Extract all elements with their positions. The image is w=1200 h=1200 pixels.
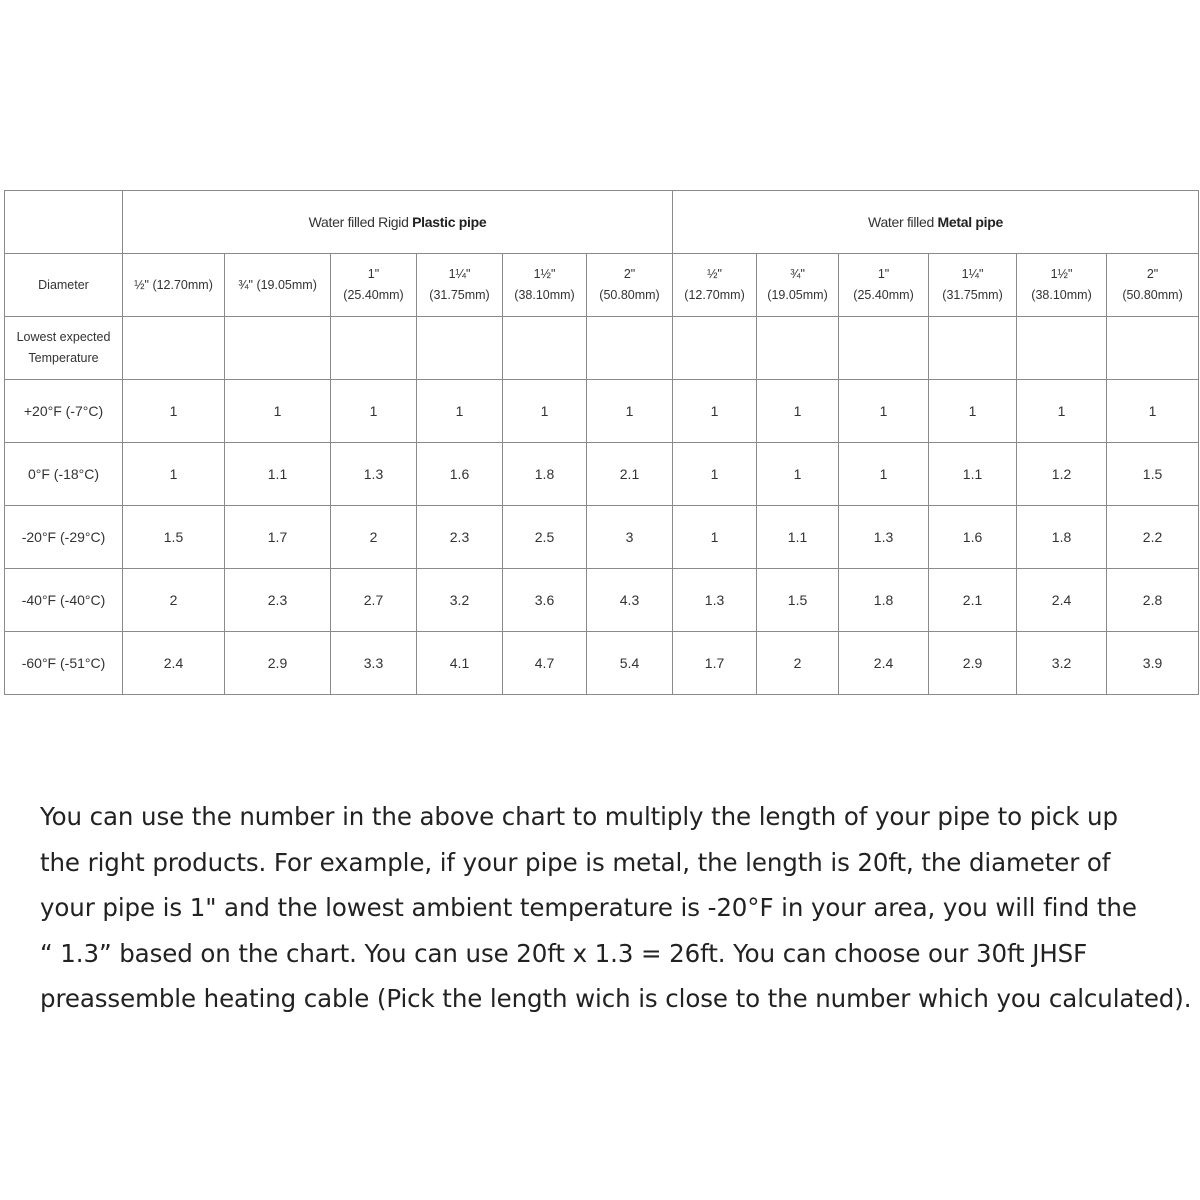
multiplier-cell: 1 [929,380,1017,443]
multiplier-cell: 2 [331,506,417,569]
temperature-cell: -60°F (-51°C) [5,632,123,695]
multiplier-cell: 2.1 [587,443,673,506]
multiplier-cell: 1.3 [673,569,757,632]
empty-cell [839,317,929,380]
diameter-size: ½" [707,267,722,281]
multiplier-cell: 1.6 [929,506,1017,569]
multiplier-cell: 1.5 [757,569,839,632]
diameter-mm: (50.80mm) [599,288,660,302]
metal-pipe-header-bold: Metal pipe [937,214,1004,230]
multiplier-cell: 1 [673,506,757,569]
multiplier-cell: 3 [587,506,673,569]
multiplier-cell: 1 [673,443,757,506]
empty-cell [673,317,757,380]
multiplier-cell: 1 [123,380,225,443]
diameter-cell [123,254,225,317]
table-row [5,569,1199,632]
multiplier-cell: 3.2 [417,569,503,632]
multiplier-cell: 4.1 [417,632,503,695]
multiplier-cell: 1 [757,443,839,506]
multiplier-cell: 4.7 [503,632,587,695]
empty-cell [1017,317,1107,380]
note-line: preassemble heating cable (Pick the length wich is close to the number which you calculated). [40,984,1192,1013]
empty-cell [1107,317,1199,380]
empty-cell [417,317,503,380]
diameter-mm: (38.10mm) [514,288,575,302]
multiplier-cell: 2.4 [839,632,929,695]
plastic-pipe-header-prefix: Water filled Rigid [308,214,413,230]
diameter-row [5,254,1199,317]
diameter-mm: (12.70mm) [684,288,745,302]
corner-cell [5,191,123,254]
temperature-label-line2: Temperature [28,351,99,365]
multiplier-cell: 1.7 [225,506,331,569]
diameter-size: ¾" (19.05mm) [238,277,317,292]
diameter-size: 1¼" [961,267,984,281]
multiplier-cell: 1 [331,380,417,443]
plastic-pipe-header-bold: Plastic pipe [412,214,487,230]
diameter-size: 2" [1146,267,1159,281]
multiplier-cell: 3.9 [1107,632,1199,695]
diameter-cell [839,254,929,317]
multiplier-cell: 1 [503,380,587,443]
multiplier-cell: 1.8 [503,443,587,506]
diameter-mm: (31.75mm) [942,288,1003,302]
pipe-type-header-row [5,191,1199,254]
diameter-size: 1½" [533,267,556,281]
diameter-cell [673,254,757,317]
multiplier-cell: 2.2 [1107,506,1199,569]
multiplier-cell: 1.6 [417,443,503,506]
pipe-multiplier-table [4,190,1199,695]
metal-pipe-header-prefix: Water filled [868,214,938,230]
multiplier-cell: 1.5 [1107,443,1199,506]
multiplier-cell: 1.1 [929,443,1017,506]
multiplier-cell: 3.6 [503,569,587,632]
note-line: your pipe is 1" and the lowest ambient temperature is -20°F in your area, you will find the [40,893,1137,922]
diameter-cell [929,254,1017,317]
multiplier-cell: 1 [587,380,673,443]
diameter-size: 1½" [1050,267,1073,281]
multiplier-cell: 2.9 [225,632,331,695]
empty-cell [225,317,331,380]
multiplier-cell: 1 [757,380,839,443]
diameter-cell [757,254,839,317]
table-row [5,443,1199,506]
note-line: “ 1.3” based on the chart. You can use 20ft x 1.3 = 26ft. You can choose our 30ft JHSF [40,938,1088,968]
diameter-size: 1¼" [448,267,471,281]
diameter-mm: (25.40mm) [343,288,404,302]
multiplier-cell: 2.1 [929,569,1017,632]
diameter-cell [503,254,587,317]
diameter-cell [417,254,503,317]
multiplier-cell: 2.3 [417,506,503,569]
multiplier-cell: 2.3 [225,569,331,632]
temperature-label-line1: Lowest expected [16,330,111,344]
multiplier-cell: 2.4 [123,632,225,695]
temperature-header-row [5,317,1199,380]
temperature-cell: 0°F (-18°C) [5,443,123,506]
note-line: You can use the number in the above chart to multiply the length of your pipe to pick up [40,802,1118,831]
temperature-cell: -40°F (-40°C) [5,569,123,632]
empty-cell [587,317,673,380]
metal-pipe-header [673,191,1199,254]
multiplier-cell: 2.8 [1107,569,1199,632]
diameter-cell [331,254,417,317]
multiplier-cell: 3.2 [1017,632,1107,695]
diameter-label: Diameter [5,254,123,317]
multiplier-cell: 1.2 [1017,443,1107,506]
diameter-size: 1" [877,267,890,281]
multiplier-cell: 2.5 [503,506,587,569]
diameter-mm: (38.10mm) [1031,288,1092,302]
multiplier-cell: 4.3 [587,569,673,632]
multiplier-cell: 1 [123,443,225,506]
multiplier-cell: 5.4 [587,632,673,695]
plastic-pipe-header [123,191,673,254]
multiplier-cell: 1.8 [1017,506,1107,569]
table-row [5,632,1199,695]
multiplier-cell: 2.4 [1017,569,1107,632]
multiplier-cell: 1 [1017,380,1107,443]
multiplier-cell: 2.7 [331,569,417,632]
diameter-cell [587,254,673,317]
diameter-mm: (25.40mm) [853,288,914,302]
multiplier-cell: 2 [757,632,839,695]
multiplier-cell: 1.7 [673,632,757,695]
multiplier-cell: 1 [673,380,757,443]
multiplier-cell: 1.1 [757,506,839,569]
diameter-size: ½" (12.70mm) [134,277,213,292]
multiplier-cell: 3.3 [331,632,417,695]
multiplier-cell: 1.3 [839,506,929,569]
diameter-cell [225,254,331,317]
diameter-mm: (31.75mm) [429,288,490,302]
table-row [5,380,1199,443]
multiplier-cell: 1.5 [123,506,225,569]
usage-note [40,794,1190,1022]
diameter-mm: (50.80mm) [1122,288,1183,302]
temperature-cell: -20°F (-29°C) [5,506,123,569]
multiplier-cell: 1 [839,443,929,506]
temperature-label [5,317,123,380]
empty-cell [123,317,225,380]
multiplier-cell: 1 [417,380,503,443]
multiplier-rows [5,380,1199,695]
diameter-size: 1" [367,267,380,281]
temperature-cell: +20°F (-7°C) [5,380,123,443]
multiplier-cell: 2 [123,569,225,632]
diameter-cell [1107,254,1199,317]
diameter-mm: (19.05mm) [767,288,828,302]
empty-cell [757,317,839,380]
multiplier-cell: 1.1 [225,443,331,506]
empty-cell [331,317,417,380]
multiplier-cell: 1 [839,380,929,443]
note-line: the right products. For example, if your pipe is metal, the length is 20ft, the diameter of [40,847,1111,877]
diameter-size: ¾" [790,267,805,281]
empty-cell [503,317,587,380]
multiplier-cell: 1.3 [331,443,417,506]
diameter-cell [1017,254,1107,317]
multiplier-cell: 1 [1107,380,1199,443]
table-row [5,506,1199,569]
diameter-size: 2" [623,267,636,281]
multiplier-cell: 1.8 [839,569,929,632]
multiplier-cell: 2.9 [929,632,1017,695]
multiplier-cell: 1 [225,380,331,443]
empty-cell [929,317,1017,380]
